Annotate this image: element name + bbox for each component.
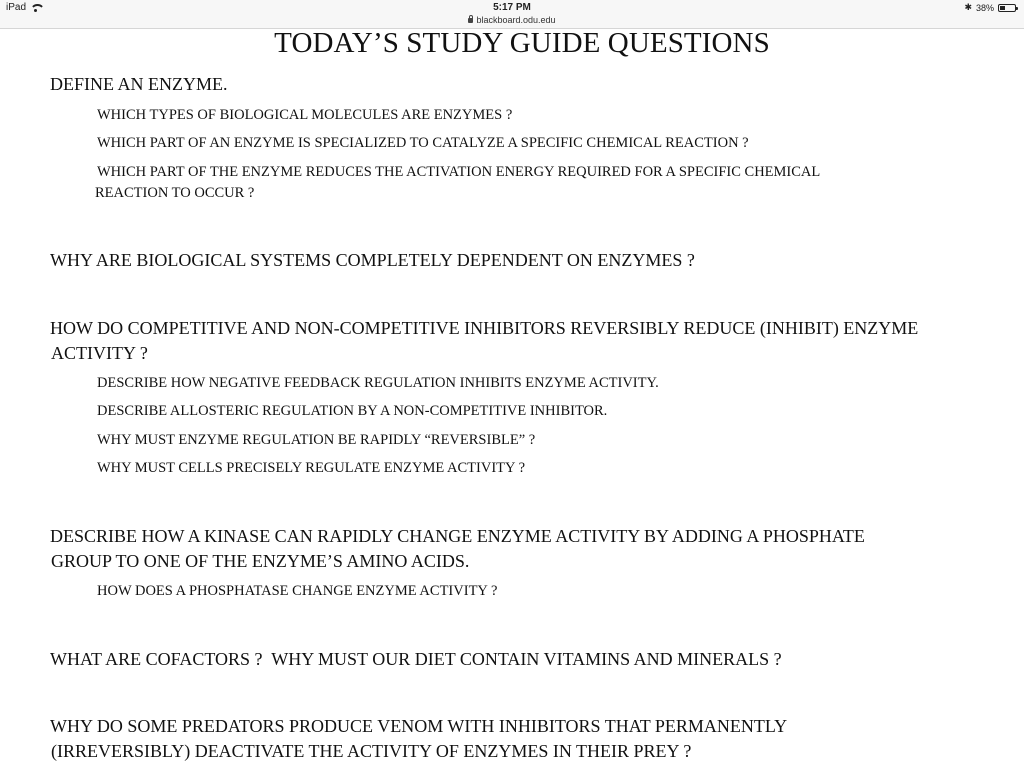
- page-title: TODAY’S STUDY GUIDE QUESTIONS: [274, 27, 770, 59]
- subquestion-precise-regulation: WHY MUST CELLS PRECISELY REGULATE ENZYME ACTIVITY ?: [97, 460, 526, 476]
- question-cofactors: WHAT ARE COFACTORS ? WHY MUST OUR DIET CONTAIN VITAMINS AND MINERALS ?: [50, 649, 782, 669]
- address-bar[interactable]: [0, 15, 1024, 25]
- question-kinase-cont: GROUP TO ONE OF THE ENZYME’S AMINO ACIDS.: [51, 551, 470, 571]
- lock-icon: [468, 18, 473, 23]
- subquestion-negative-feedback: DESCRIBE HOW NEGATIVE FEEDBACK REGULATION INHIBITS ENZYME ACTIVITY.: [97, 375, 659, 391]
- subquestion-phosphatase: HOW DOES A PHOSPHATASE CHANGE ENZYME ACTIVITY ?: [97, 583, 498, 599]
- subquestion-molecule-types: WHICH TYPES OF BIOLOGICAL MOLECULES ARE ENZYMES ?: [97, 107, 513, 123]
- subquestion-activation-energy-line1: WHICH PART OF THE ENZYME REDUCES THE ACTIVATION ENERGY REQUIRED FOR A SPECIFIC CHEMICAL: [97, 164, 821, 180]
- battery-level-fill: [1000, 6, 1005, 10]
- status-bar: [0, 0, 1024, 29]
- battery-percent: 38%: [975, 2, 994, 13]
- question-define-enzyme: DEFINE AN ENZYME.: [50, 74, 228, 94]
- device-name: iPad: [6, 2, 27, 13]
- question-venom: WHY DO SOME PREDATORS PRODUCE VENOM WITH INHIBITORS THAT PERMANENTLY: [50, 716, 788, 736]
- url-text: blackboard.odu.edu: [476, 15, 556, 25]
- subquestion-reversible: WHY MUST ENZYME REGULATION BE RAPIDLY “REVERSIBLE” ?: [97, 432, 536, 448]
- subquestion-catalyze-part: WHICH PART OF AN ENZYME IS SPECIALIZED TO CATALYZE A SPECIFIC CHEMICAL REACTION ?: [97, 135, 749, 151]
- question-venom-cont: (IRREVERSIBLY) DEACTIVATE THE ACTIVITY OF ENZYMES IN THEIR PREY ?: [51, 741, 692, 761]
- question-inhibitors: HOW DO COMPETITIVE AND NON-COMPETITIVE INHIBITORS REVERSIBLY REDUCE (INHIBIT) ENZYME: [50, 318, 919, 338]
- question-kinase: DESCRIBE HOW A KINASE CAN RAPIDLY CHANGE ENZYME ACTIVITY BY ADDING A PHOSPHATE: [50, 526, 865, 546]
- status-time: 5:17 PM: [493, 2, 531, 13]
- subquestion-activation-energy: [97, 162, 820, 183]
- subquestion-allosteric: DESCRIBE ALLOSTERIC REGULATION BY A NON-COMPETITIVE INHIBITOR.: [97, 403, 608, 419]
- subquestion-activation-energy-cont: REACTION TO OCCUR ?: [95, 185, 255, 201]
- bluetooth-icon: ✱: [964, 2, 972, 12]
- status-right: [964, 2, 1016, 13]
- question-dependent-on-enzymes: WHY ARE BIOLOGICAL SYSTEMS COMPLETELY DEPENDENT ON ENZYMES ?: [50, 250, 695, 270]
- question-inhibitors-cont: ACTIVITY ?: [51, 343, 148, 363]
- battery-icon: [998, 4, 1016, 12]
